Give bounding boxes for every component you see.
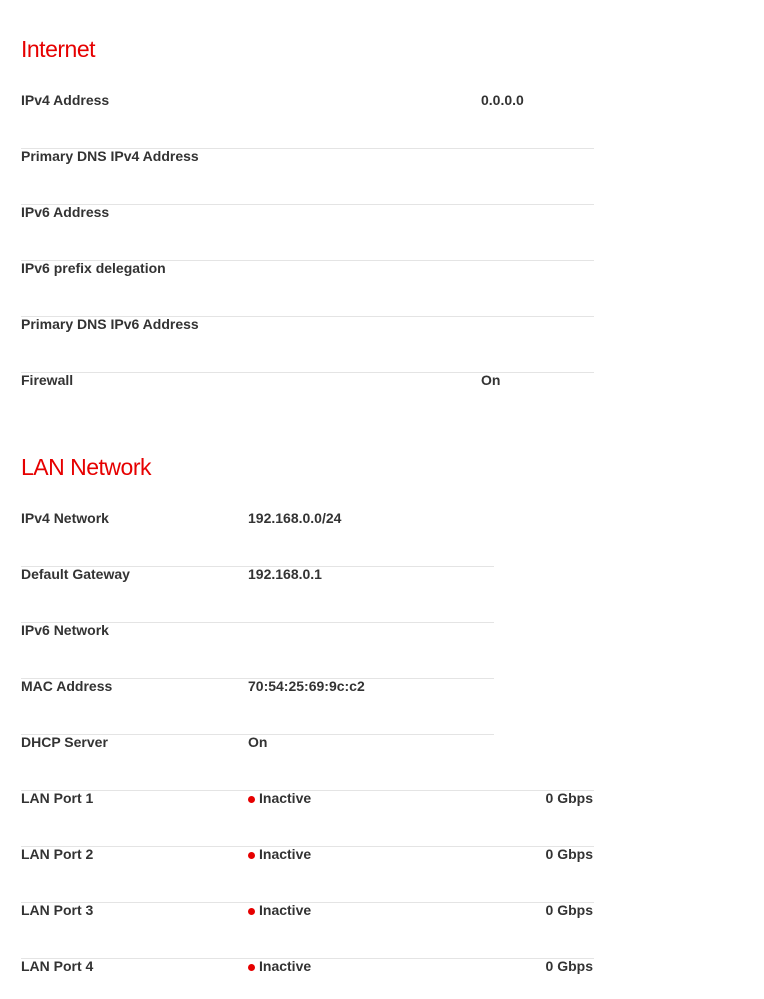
port-speed: 0 Gbps: [545, 902, 593, 918]
internet-section-title: Internet: [21, 36, 95, 62]
status-dot-icon: [248, 964, 255, 971]
lan-section-title: LAN Network: [21, 454, 151, 480]
lan-row-mac-address: [21, 679, 494, 735]
port-status: [248, 791, 311, 805]
port-label: LAN Port 4: [21, 958, 94, 974]
port-label: LAN Port 2: [21, 846, 94, 862]
lan-port-row: [21, 903, 594, 959]
row-label: MAC Address: [21, 678, 113, 694]
port-status-text: Inactive: [259, 958, 312, 974]
lan-row-dhcp-server: [21, 735, 594, 791]
status-dot-icon: [248, 908, 255, 915]
row-label: IPv6 Network: [21, 622, 109, 638]
internet-row-primary-dns-ipv4: [21, 149, 594, 205]
lan-port-row: [21, 959, 594, 999]
row-value: 0.0.0.0: [481, 92, 524, 108]
status-dot-icon: [248, 796, 255, 803]
row-label: DHCP Server: [21, 734, 108, 750]
row-label: IPv6 Address: [21, 204, 110, 220]
internet-row-firewall: [21, 373, 594, 429]
lan-row-ipv4-network: [21, 511, 494, 567]
row-label: IPv4 Address: [21, 92, 110, 108]
row-label: Firewall: [21, 372, 74, 388]
row-value: 192.168.0.0/24: [248, 510, 342, 526]
port-status: [248, 959, 311, 973]
lan-port-row: [21, 847, 594, 903]
port-label: LAN Port 1: [21, 790, 94, 806]
port-status: [248, 847, 311, 861]
row-label: Primary DNS IPv4 Address: [21, 148, 199, 164]
internet-row-ipv6-prefix-delegation: [21, 261, 594, 317]
port-speed: 0 Gbps: [545, 958, 593, 974]
row-value: On: [248, 734, 268, 750]
row-label: Default Gateway: [21, 566, 130, 582]
row-value: 192.168.0.1: [248, 566, 322, 582]
row-label: Primary DNS IPv6 Address: [21, 316, 199, 332]
port-status: [248, 903, 311, 917]
row-value: On: [481, 372, 501, 388]
row-label: IPv4 Network: [21, 510, 109, 526]
internet-row-ipv4-address: [21, 93, 594, 149]
port-label: LAN Port 3: [21, 902, 94, 918]
row-label: IPv6 prefix delegation: [21, 260, 166, 276]
port-status-text: Inactive: [259, 790, 312, 806]
internet-row-primary-dns-ipv6: [21, 317, 594, 373]
lan-row-default-gateway: [21, 567, 494, 623]
port-status-text: Inactive: [259, 902, 312, 918]
port-speed: 0 Gbps: [545, 790, 593, 806]
port-speed: 0 Gbps: [545, 846, 593, 862]
lan-port-row: [21, 791, 594, 847]
port-status-text: Inactive: [259, 846, 312, 862]
status-dot-icon: [248, 852, 255, 859]
row-value: 70:54:25:69:9c:c2: [248, 678, 365, 694]
lan-row-ipv6-network: [21, 623, 494, 679]
internet-row-ipv6-address: [21, 205, 594, 261]
